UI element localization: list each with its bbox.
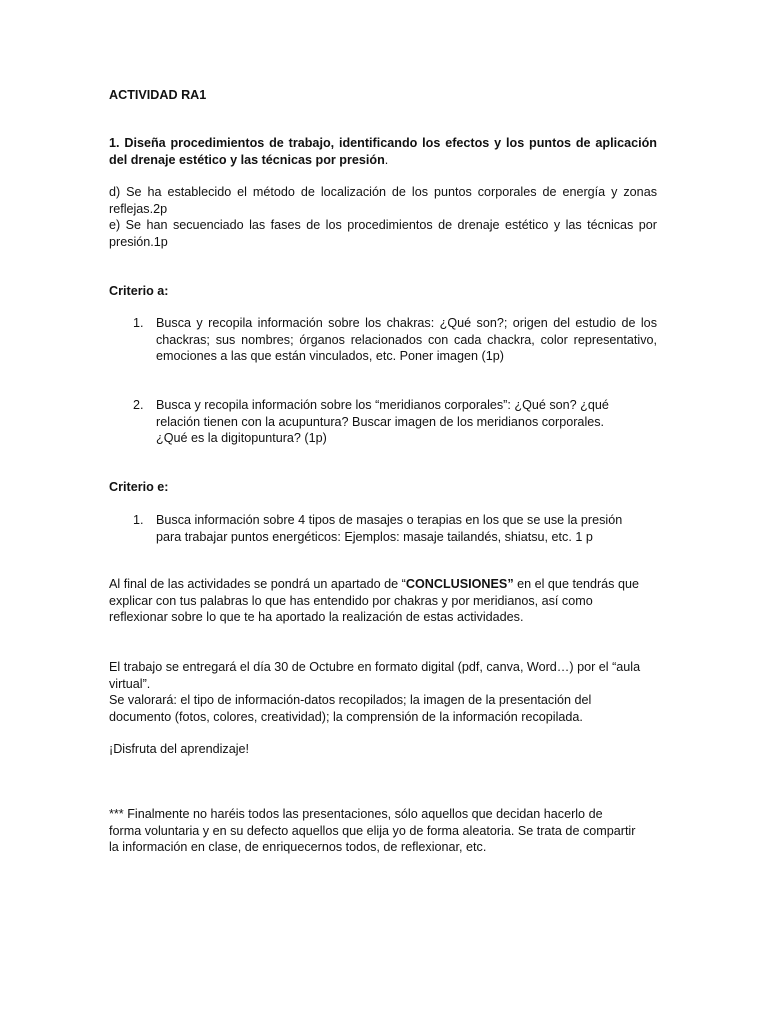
conclusiones-paragraph xyxy=(109,576,657,626)
list-item-line: para trabajar puntos energéticos: Ejemplos: masaje tailandés, shiatsu, etc. 1 p xyxy=(156,529,593,544)
intro-tail-text: . xyxy=(384,152,389,167)
note-line: forma voluntaria y en su defecto aquellos que elija yo de forma aleatoria. Se trata de compartir xyxy=(109,823,636,838)
criterio-e-heading: Criterio e: xyxy=(109,480,169,494)
note-line: la información en clase, de enriquecernos todos, de reflexionar, etc. xyxy=(109,840,487,855)
note-line: *** Finalmente no haréis todos las presentaciones, sólo aquellos que decidan hacerlo de xyxy=(109,807,603,821)
note-paragraph xyxy=(109,806,657,856)
criterio-a-heading: Criterio a: xyxy=(109,284,169,298)
conclusiones-line: explicar con tus palabras lo que has entendido por chakras y por meridianos, así como xyxy=(109,593,593,608)
list-item-line: ¿Qué es la digitopuntura? (1p) xyxy=(156,431,327,446)
criterion-d-text: d) Se ha establecido el método de localización de los puntos corporales de energía y zonas reflejas.2p xyxy=(109,185,657,216)
list-item-line: Busca y recopila información sobre los “meridianos corporales”: ¿Qué son? ¿qué xyxy=(156,398,609,412)
conclusiones-post-text: en el que tendrás que xyxy=(513,577,639,591)
list-item-number: 1. xyxy=(133,513,144,527)
entrega-line: virtual”. xyxy=(109,676,151,691)
valoracion-line: Se valorará: el tipo de información-datos recopilados; la imagen de la presentación del xyxy=(109,693,592,708)
valoracion-line: documento (fotos, colores, creatividad); la comprensión de la información recopilada. xyxy=(109,709,583,724)
list-item-number: 2. xyxy=(133,398,144,412)
intro-paragraph xyxy=(109,135,657,168)
disfruta-text: ¡Disfruta del aprendizaje! xyxy=(109,742,250,756)
intro-bold-text: 1. Diseña procedimientos de trabajo, identificando los efectos y los puntos de aplicación del drenaje estético y las técnicas por presión xyxy=(109,136,657,167)
criterion-e-text: e) Se han secuenciado las fases de los procedimientos de drenaje estético y las técnicas por presión.1p xyxy=(109,218,657,249)
entrega-line: El trabajo se entregará el día 30 de Octubre en formato digital (pdf, canva, Word…) por el “aula xyxy=(109,660,641,674)
list-item-text xyxy=(156,512,657,545)
conclusiones-pre-text: Al final de las actividades se pondrá un apartado de “ xyxy=(109,577,406,591)
list-item-text: Busca y recopila información sobre los chakras: ¿Qué son?; origen del estudio de los chackras; sus nombres; órganos relacionados con cada chackra, color representativo, emociones a las que están vinculados, etc. Poner imagen (1p) xyxy=(156,316,657,364)
list-item-line: Busca información sobre 4 tipos de masajes o terapias en los que se use la presión xyxy=(156,513,623,527)
conclusiones-bold-text: CONCLUSIONES” xyxy=(405,577,514,591)
list-item-line: relación tienen con la acupuntura? Buscar imagen de los meridianos corporales. xyxy=(156,414,605,429)
document-title: ACTIVIDAD RA1 xyxy=(109,88,207,102)
list-item-text xyxy=(156,397,657,447)
list-item-number: 1. xyxy=(133,316,144,330)
entrega-paragraph xyxy=(109,659,657,725)
conclusiones-line: reflexionar sobre lo que te ha aportado la realización de estas actividades. xyxy=(109,610,524,625)
